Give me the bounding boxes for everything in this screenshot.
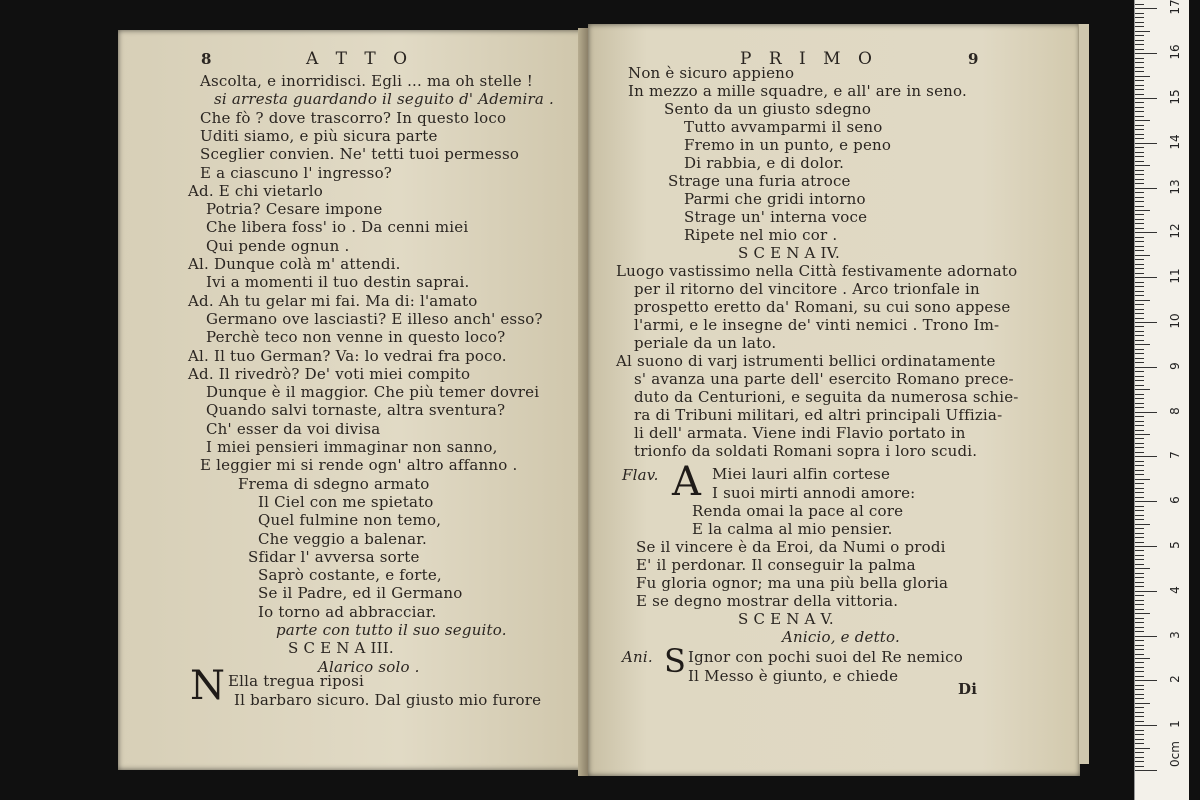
flav-line-5: Fu gloria ognor; ma una più bella gloria xyxy=(636,574,949,592)
ruler-tick xyxy=(1135,533,1144,534)
left-text-line: Ascolta, e inorridisci. Egli ... ma oh stelle ! xyxy=(200,72,534,90)
left-text-line: I miei pensieri immaginar non sanno, xyxy=(206,438,498,456)
ruler-tick xyxy=(1135,398,1144,399)
ruler-label: 6 xyxy=(1168,496,1182,505)
ruler-label: 11 xyxy=(1168,268,1182,284)
ruler-tick xyxy=(1135,183,1144,184)
right-text-line: In mezzo a mille squadre, e all' are in seno. xyxy=(628,82,967,100)
ruler-tick xyxy=(1135,461,1144,462)
ruler-tick xyxy=(1135,174,1144,175)
ruler-tick xyxy=(1135,671,1144,672)
ruler-tick xyxy=(1135,662,1144,663)
ruler-tick xyxy=(1135,542,1144,543)
right-text-line: Strage una furia atroce xyxy=(668,172,851,190)
ruler-tick xyxy=(1135,770,1157,771)
ruler-tick xyxy=(1135,201,1144,202)
ruler-tick xyxy=(1135,156,1144,157)
ruler-tick xyxy=(1135,277,1157,278)
ruler-tick xyxy=(1135,385,1144,386)
ruler-tick xyxy=(1135,62,1144,63)
ruler-tick xyxy=(1135,206,1144,207)
ruler-tick xyxy=(1135,434,1150,435)
ruler-tick xyxy=(1135,318,1144,319)
ruler-tick xyxy=(1135,640,1144,641)
ruler-tick xyxy=(1135,430,1144,431)
ruler-tick xyxy=(1135,586,1144,587)
ruler-tick xyxy=(1135,492,1144,493)
ruler-tick xyxy=(1135,309,1144,310)
drop-cap-s: S xyxy=(664,642,686,680)
ruler-tick xyxy=(1135,44,1144,45)
ruler-label: 8 xyxy=(1168,406,1182,415)
ruler-tick xyxy=(1135,286,1144,287)
right-text-line: Sento da un giusto sdegno xyxy=(664,100,872,118)
drop-line-1: Ella tregua riposi xyxy=(228,672,364,690)
ruler-label: 4 xyxy=(1168,585,1182,594)
ruler-tick xyxy=(1135,452,1144,453)
ani-drop-line-1: Ignor con pochi suoi del Re nemico xyxy=(688,648,964,666)
ruler-tick xyxy=(1135,371,1144,372)
ruler-tick xyxy=(1135,85,1144,86)
ruler-tick xyxy=(1135,304,1144,305)
ruler-tick xyxy=(1135,595,1144,596)
ruler-tick xyxy=(1135,380,1144,381)
flav-line-3: Se il vincere è da Eroi, da Numi o prodi xyxy=(636,538,946,556)
ruler-tick xyxy=(1135,748,1150,749)
ruler-tick xyxy=(1135,376,1144,377)
ruler-tick xyxy=(1135,550,1144,551)
ruler-label: 12 xyxy=(1168,223,1182,240)
ruler-tick xyxy=(1135,645,1144,646)
ruler-tick xyxy=(1135,403,1144,404)
flav-drop-line-2: I suoi mirti annodi amore: xyxy=(712,484,916,502)
ruler-tick xyxy=(1135,416,1144,417)
ruler-tick xyxy=(1135,425,1144,426)
ruler-tick xyxy=(1135,241,1144,242)
left-text-line: Uditi siamo, e più sicura parte xyxy=(200,126,438,145)
ruler-tick xyxy=(1135,107,1144,108)
ruler-tick xyxy=(1135,22,1144,23)
right-text-line: Tutto avvamparmi il seno xyxy=(684,118,883,136)
left-text-line: Potria? Cesare impone xyxy=(206,200,383,219)
ruler-tick xyxy=(1135,300,1150,301)
ruler-tick xyxy=(1135,4,1144,5)
left-text-line: Ad. E chi vietarlo xyxy=(188,181,324,200)
ruler-tick xyxy=(1135,654,1144,655)
ruler-tick xyxy=(1135,591,1157,592)
ruler-tick xyxy=(1135,219,1144,220)
ruler-tick xyxy=(1135,179,1144,180)
ruler-label: 2 xyxy=(1168,675,1182,684)
right-text-line: l'armi, e le insegne de' vinti nemici . Trono Im- xyxy=(634,316,1000,334)
left-text-line: S C E N A III. xyxy=(288,639,394,658)
right-page-number: 9 xyxy=(968,50,979,68)
left-text-line: Saprò costante, e forte, xyxy=(258,566,442,585)
ruler-tick xyxy=(1135,577,1144,578)
scene-v-heading: S C E N A V. xyxy=(738,610,834,628)
page-stack-edge xyxy=(1078,24,1089,764)
right-text-line: per il ritorno del vincitore . Arco trionfale in xyxy=(634,280,980,298)
left-text-line: Perchè teco non venne in questo loco? xyxy=(206,328,506,347)
right-text-line: li dell' armata. Viene indi Flavio portato in xyxy=(634,424,966,442)
right-text-line: Fremo in un punto, e peno xyxy=(684,136,892,154)
ruler-tick xyxy=(1135,237,1144,238)
right-text-line: duto da Centurioni, e seguita da numerosa schie- xyxy=(634,388,1019,406)
left-text-line: E leggier mi si rende ogn' altro affanno . xyxy=(200,456,518,475)
ruler-tick xyxy=(1135,143,1157,144)
ruler-tick xyxy=(1135,353,1144,354)
ruler-tick xyxy=(1135,116,1144,117)
ruler-tick xyxy=(1135,483,1144,484)
ruler-label: 10 xyxy=(1168,313,1182,329)
right-text-line: Strage un' interna voce xyxy=(684,208,868,226)
ruler-tick xyxy=(1135,197,1144,198)
right-text-line: s' avanza una parte dell' esercito Romano prece- xyxy=(634,370,1014,388)
right-text-line: prospetto eretto da' Romani, su cui sono appese xyxy=(634,298,1011,316)
ruler-tick xyxy=(1135,680,1157,681)
right-text-line: Di rabbia, e di dolor. xyxy=(684,154,845,172)
ruler-tick xyxy=(1135,474,1144,475)
ruler-tick xyxy=(1135,622,1144,623)
ruler-tick xyxy=(1135,26,1144,27)
ruler-tick xyxy=(1135,120,1150,121)
ruler-tick xyxy=(1135,519,1144,520)
ruler-tick xyxy=(1135,188,1157,189)
ruler-tick xyxy=(1135,89,1144,90)
left-text-line: parte con tutto il suo seguito. xyxy=(276,621,507,639)
ruler-label: 16 xyxy=(1168,44,1182,60)
right-text-line: Parmi che gridi intorno xyxy=(684,190,866,208)
ruler-tick xyxy=(1135,326,1144,327)
ruler-tick xyxy=(1135,134,1144,135)
ruler-tick xyxy=(1135,703,1150,704)
ruler-tick xyxy=(1135,685,1144,686)
left-text-line: Il Ciel con me spietato xyxy=(258,492,434,511)
ruler-label: 7 xyxy=(1168,451,1182,460)
ruler-tick xyxy=(1135,362,1144,363)
ruler-tick xyxy=(1135,8,1157,9)
ruler-tick xyxy=(1135,604,1144,605)
ruler-tick xyxy=(1135,53,1157,54)
ruler-tick xyxy=(1135,528,1144,529)
ruler-tick xyxy=(1135,443,1144,444)
ruler-tick xyxy=(1135,555,1144,556)
ruler-tick xyxy=(1135,259,1144,260)
left-text-line: Che fò ? dove trascorro? In questo loco xyxy=(200,108,507,127)
ruler-tick xyxy=(1135,698,1144,699)
ruler-tick xyxy=(1135,716,1144,717)
ruler-tick xyxy=(1135,17,1144,18)
left-text-line: Che libera foss' io . Da cenni miei xyxy=(206,218,469,237)
ruler-tick xyxy=(1135,739,1144,740)
ruler-tick xyxy=(1135,676,1144,677)
speaker-ani: Ani. xyxy=(622,648,653,666)
ruler-tick xyxy=(1135,636,1157,637)
ruler-tick xyxy=(1135,412,1157,413)
left-text-line: Qui pende ognun . xyxy=(206,236,350,255)
ruler-tick xyxy=(1135,510,1144,511)
ruler-tick xyxy=(1135,214,1144,215)
ruler-tick xyxy=(1135,228,1144,229)
ruler-tick xyxy=(1135,98,1157,99)
ruler-tick xyxy=(1135,94,1144,95)
ruler-tick xyxy=(1135,13,1144,14)
ruler-tick xyxy=(1135,438,1144,439)
ruler-tick xyxy=(1135,232,1157,233)
right-text-line: trionfo da soldati Romani sopra i loro scudi. xyxy=(634,442,978,460)
right-text-line: periale da un lato. xyxy=(634,334,777,352)
ruler-tick xyxy=(1135,712,1144,713)
ruler-tick xyxy=(1135,255,1150,256)
left-text-line: Sfidar l' avversa sorte xyxy=(248,547,420,566)
left-text-line: E a ciascuno l' ingresso? xyxy=(200,163,393,182)
ruler-tick xyxy=(1135,730,1144,731)
ruler-tick xyxy=(1135,658,1150,659)
ruler-tick xyxy=(1135,273,1144,274)
ruler-tick xyxy=(1135,344,1150,345)
ruler-tick xyxy=(1135,600,1144,601)
flav-line-4: E' il perdonar. Il conseguir la palma xyxy=(636,556,916,574)
left-running-head: A T T O xyxy=(306,49,414,69)
ruler-tick xyxy=(1135,421,1144,422)
ruler-tick xyxy=(1135,725,1157,726)
ruler-tick xyxy=(1135,223,1144,224)
ruler-tick xyxy=(1135,573,1144,574)
ruler-tick xyxy=(1135,291,1144,292)
right-page xyxy=(588,24,1080,776)
ruler-tick xyxy=(1135,295,1144,296)
ruler-label: 1 xyxy=(1168,720,1182,729)
flav-drop-line-1: Miei lauri alfin cortese xyxy=(712,465,891,483)
ruler-tick xyxy=(1135,147,1144,148)
left-text-line: Che veggio a balenar. xyxy=(258,529,427,548)
ruler-tick xyxy=(1135,40,1144,41)
ruler-tick xyxy=(1135,331,1144,332)
ruler-tick xyxy=(1135,546,1157,547)
ruler-tick xyxy=(1135,210,1150,211)
ruler-tick xyxy=(1135,761,1144,762)
ruler-tick xyxy=(1135,111,1144,112)
drop-cap-n: N xyxy=(190,663,225,709)
ruler-tick xyxy=(1135,734,1144,735)
ruler-label: 5 xyxy=(1168,541,1182,549)
left-text-line: Ch' esser da voi divisa xyxy=(206,419,381,438)
left-text-line: Al. Il tuo German? Va: lo vedrai fra poco. xyxy=(188,346,507,365)
ruler-tick xyxy=(1135,564,1144,565)
ruler-label: 17 xyxy=(1168,0,1182,16)
measurement-ruler xyxy=(1134,0,1189,800)
ruler-tick xyxy=(1135,470,1144,471)
left-text-line: Quando salvi tornaste, altra sventura? xyxy=(206,401,506,420)
ruler-tick xyxy=(1135,102,1144,103)
ruler-tick xyxy=(1135,349,1144,350)
ruler-tick xyxy=(1135,456,1157,457)
flav-line-6: E se degno mostrar della vittoria. xyxy=(636,592,899,610)
ruler-tick xyxy=(1135,447,1144,448)
ruler-tick xyxy=(1135,250,1144,251)
speaker-flav: Flav. xyxy=(622,466,659,484)
ruler-tick xyxy=(1135,613,1150,614)
ruler-tick xyxy=(1135,721,1144,722)
right-text-line: Ripete nel mio cor . xyxy=(684,226,838,244)
ruler-tick xyxy=(1135,282,1144,283)
ruler-tick xyxy=(1135,340,1144,341)
ruler-tick xyxy=(1135,524,1150,525)
ruler-label: 15 xyxy=(1168,89,1182,105)
ruler-tick xyxy=(1135,322,1157,323)
flav-line-2: E la calma al mio pensier. xyxy=(692,520,893,538)
ruler-tick xyxy=(1135,649,1144,650)
ruler-tick xyxy=(1135,488,1144,489)
right-text-line: Al suono di varj istrumenti bellici ordinatamente xyxy=(616,352,996,370)
ruler-tick xyxy=(1135,627,1144,628)
right-running-head: P R I M O xyxy=(740,49,878,69)
ruler-tick xyxy=(1135,568,1150,569)
left-text-line: Ad. Il rivedrò? De' voti miei compito xyxy=(188,364,471,383)
ruler-tick xyxy=(1135,506,1144,507)
ruler-tick xyxy=(1135,743,1144,744)
right-text-line: Luogo vastissimo nella Città festivamente adornato xyxy=(616,262,1018,280)
left-text-line: Frema di sdegno armato xyxy=(238,474,430,493)
ruler-tick xyxy=(1135,125,1144,126)
ruler-tick xyxy=(1135,497,1144,498)
left-text-line: si arresta guardando il seguito d' Ademira . xyxy=(214,90,554,109)
ruler-label: 9 xyxy=(1168,361,1182,370)
ruler-tick xyxy=(1135,71,1144,72)
ruler-tick xyxy=(1135,49,1144,50)
ruler-tick xyxy=(1135,515,1144,516)
ruler-tick xyxy=(1135,264,1144,265)
left-text-line: Ad. Ah tu gelar mi fai. Ma di: l'amato xyxy=(188,291,478,310)
left-text-line: Al. Dunque colà m' attendi. xyxy=(188,255,401,273)
ruler-tick xyxy=(1135,631,1144,632)
ruler-tick xyxy=(1135,501,1157,502)
left-text-line: Dunque è il maggior. Che più temer dovrei xyxy=(206,383,540,402)
ruler-tick xyxy=(1135,537,1144,538)
ruler-tick xyxy=(1135,757,1144,758)
ruler-tick xyxy=(1135,35,1144,36)
ruler-tick xyxy=(1135,694,1144,695)
ruler-tick xyxy=(1135,80,1144,81)
ruler-tick xyxy=(1135,268,1144,269)
left-page xyxy=(118,30,588,770)
ruler-tick xyxy=(1135,479,1150,480)
ruler-tick xyxy=(1135,609,1144,610)
ruler-tick xyxy=(1135,559,1144,560)
left-text-line: Alarico solo . xyxy=(318,657,420,676)
ruler-tick xyxy=(1135,707,1144,708)
ruler-tick xyxy=(1135,394,1144,395)
ani-drop-line-2: Il Messo è giunto, e chiede xyxy=(688,667,899,685)
ruler-tick xyxy=(1135,407,1144,408)
flav-line-1: Renda omai la pace al core xyxy=(692,502,904,520)
ruler-tick xyxy=(1135,618,1144,619)
ruler-tick xyxy=(1135,58,1144,59)
left-text-line: Io torno ad abbracciar. xyxy=(258,602,437,621)
left-text-line: Se il Padre, ed il Germano xyxy=(258,584,463,603)
left-text-line: Quel fulmine non temo, xyxy=(258,511,442,530)
drop-cap-a: A xyxy=(672,459,701,505)
ruler-tick xyxy=(1135,170,1144,171)
ruler-tick xyxy=(1135,161,1144,162)
left-text-line: Sceglier convien. Ne' tetti tuoi permesso xyxy=(200,145,520,164)
right-text-line: S C E N A IV. xyxy=(738,244,841,262)
left-page-number: 8 xyxy=(201,50,212,68)
ruler-tick xyxy=(1135,313,1144,314)
scene-v-subtitle: Anicio, e detto. xyxy=(782,628,900,646)
right-text-line: Non è sicuro appieno xyxy=(628,64,795,82)
ruler-tick xyxy=(1135,67,1144,68)
ruler-tick xyxy=(1135,465,1144,466)
ruler-tick xyxy=(1135,192,1144,193)
ruler-tick xyxy=(1135,152,1144,153)
ruler-tick xyxy=(1135,752,1144,753)
ruler-label: 3 xyxy=(1168,630,1182,639)
drop-line-2: Il barbaro sicuro. Dal giusto mio furore xyxy=(234,691,542,709)
ruler-label: 13 xyxy=(1168,178,1182,195)
ruler-tick xyxy=(1135,335,1144,336)
left-text-line: Ivi a momenti il tuo destin saprai. xyxy=(206,273,470,292)
catchword: Di xyxy=(958,680,978,698)
ruler-tick xyxy=(1135,31,1150,32)
ruler-tick xyxy=(1135,165,1150,166)
ruler-tick xyxy=(1135,76,1150,77)
ruler-tick xyxy=(1135,389,1150,390)
ruler-label: 14 xyxy=(1168,134,1182,150)
ruler-tick xyxy=(1135,246,1144,247)
ruler-tick xyxy=(1135,367,1157,368)
ruler-tick xyxy=(1135,766,1144,767)
left-text-line: Germano ove lasciasti? E illeso anch' esso? xyxy=(206,309,543,328)
ruler-tick xyxy=(1135,582,1144,583)
ruler-tick xyxy=(1135,689,1144,690)
ruler-tick xyxy=(1135,138,1144,139)
ruler-tick xyxy=(1135,129,1144,130)
ruler-tick xyxy=(1135,667,1144,668)
ruler-label: 0cm xyxy=(1168,741,1182,767)
right-text-line: ra di Tribuni militari, ed altri principali Uffizia- xyxy=(634,406,1003,424)
ruler-tick xyxy=(1135,358,1144,359)
